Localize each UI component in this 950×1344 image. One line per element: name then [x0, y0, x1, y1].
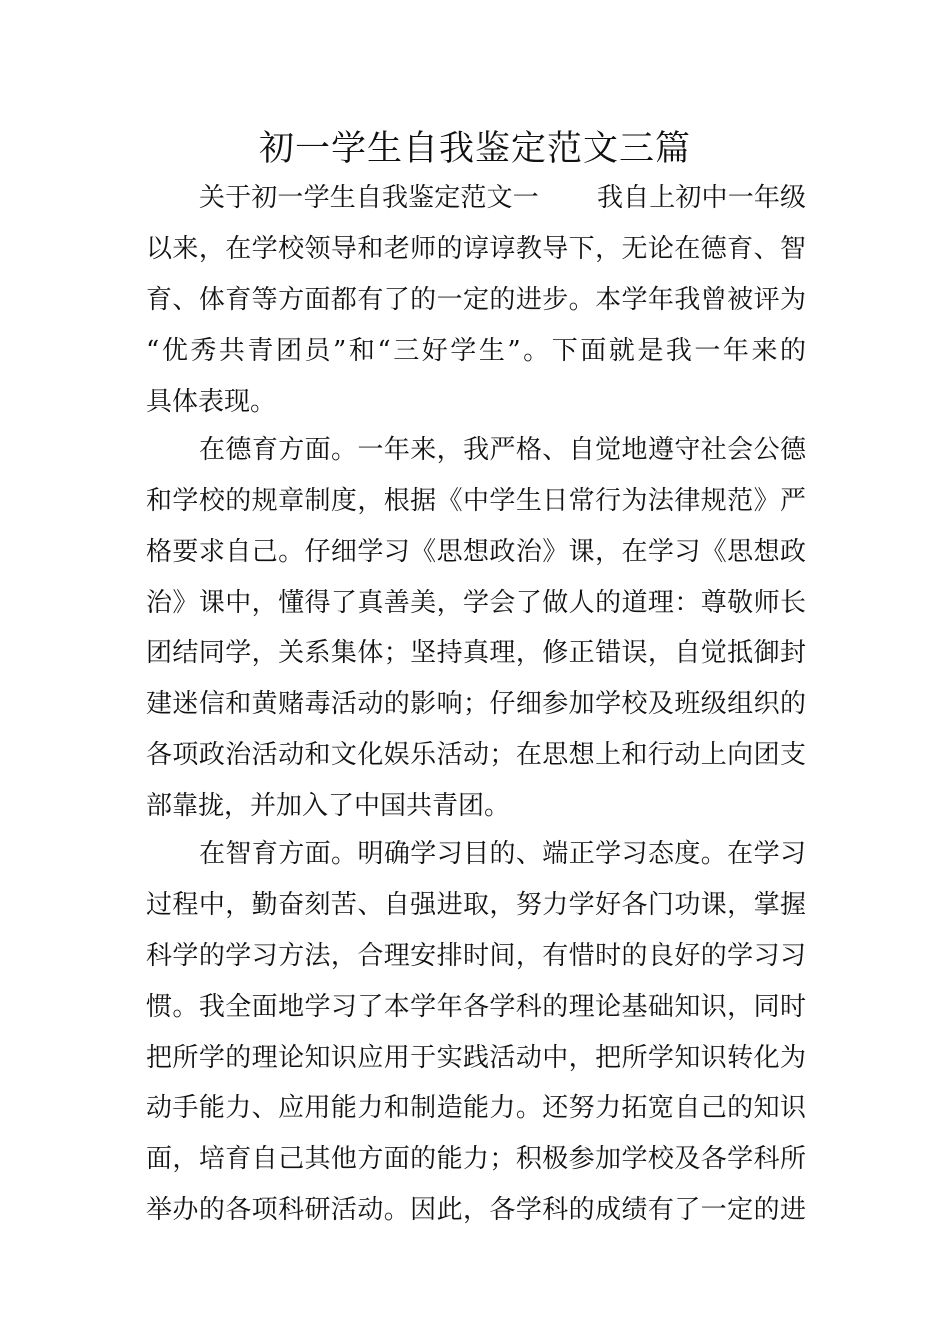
paragraph-line: 格要求自己。仔细学习《思想政治》课，在学习《思想政	[146, 537, 806, 567]
paragraph-line: 以来，在学校领导和老师的谆谆教导下，无论在德育、智	[146, 234, 806, 264]
paragraph-line: 举办的各项科研活动。因此，各学科的成绩有了一定的进	[146, 1195, 806, 1225]
paragraph-line: 部靠拢，并加入了中国共青团。	[146, 791, 511, 821]
paragraph-line: 过程中，勤奋刻苦、自强进取，努力学好各门功课，掌握	[146, 890, 806, 920]
paragraph-line: 在智育方面。明确学习目的、端正学习态度。在学习	[199, 839, 806, 869]
section-label: 关于初一学生自我鉴定范文一	[199, 183, 539, 213]
paragraph-line: 治》课中，懂得了真善美，学会了做人的道理：尊敬师长	[146, 588, 806, 618]
paragraph-line: 面，培育自己其他方面的能力；积极参加学校及各学科所	[146, 1144, 806, 1174]
paragraph-line: 动手能力、应用能力和制造能力。还努力拓宽自己的知识	[146, 1093, 806, 1123]
paragraph-line: 具体表现。	[146, 387, 277, 417]
paragraph-line: 各项政治活动和文化娱乐活动；在思想上和行动上向团支	[146, 740, 806, 770]
paragraph-line: 育、体育等方面都有了的一定的进步。本学年我曾被评为	[146, 285, 806, 315]
paragraph-line: 惯。我全面地学习了本学年各学科的理论基础知识，同时	[146, 992, 806, 1022]
paragraph-line: 团结同学，关系集体；坚持真理，修正错误，自觉抵御封	[146, 638, 806, 668]
intro-text: 我自上初中一年级	[596, 183, 806, 213]
paragraph-line: 在德育方面。一年来，我严格、自觉地遵守社会公德	[199, 435, 806, 465]
paragraph-line-intro	[199, 176, 806, 220]
paragraph-line: 把所学的理论知识应用于实践活动中，把所学知识转化为	[146, 1043, 806, 1073]
paragraph-line: 和学校的规章制度，根据《中学生日常行为法律规范》严	[146, 486, 806, 516]
paragraph-line: “优秀共青团员”和“三好学生”。下面就是我一年来的	[146, 336, 806, 366]
paragraph-line: 建迷信和黄赌毒活动的影响；仔细参加学校及班级组织的	[146, 689, 806, 719]
document-title: 初一学生自我鉴定范文三篇	[258, 129, 691, 169]
paragraph-line: 科学的学习方法，合理安排时间，有惜时的良好的学习习	[146, 941, 806, 971]
